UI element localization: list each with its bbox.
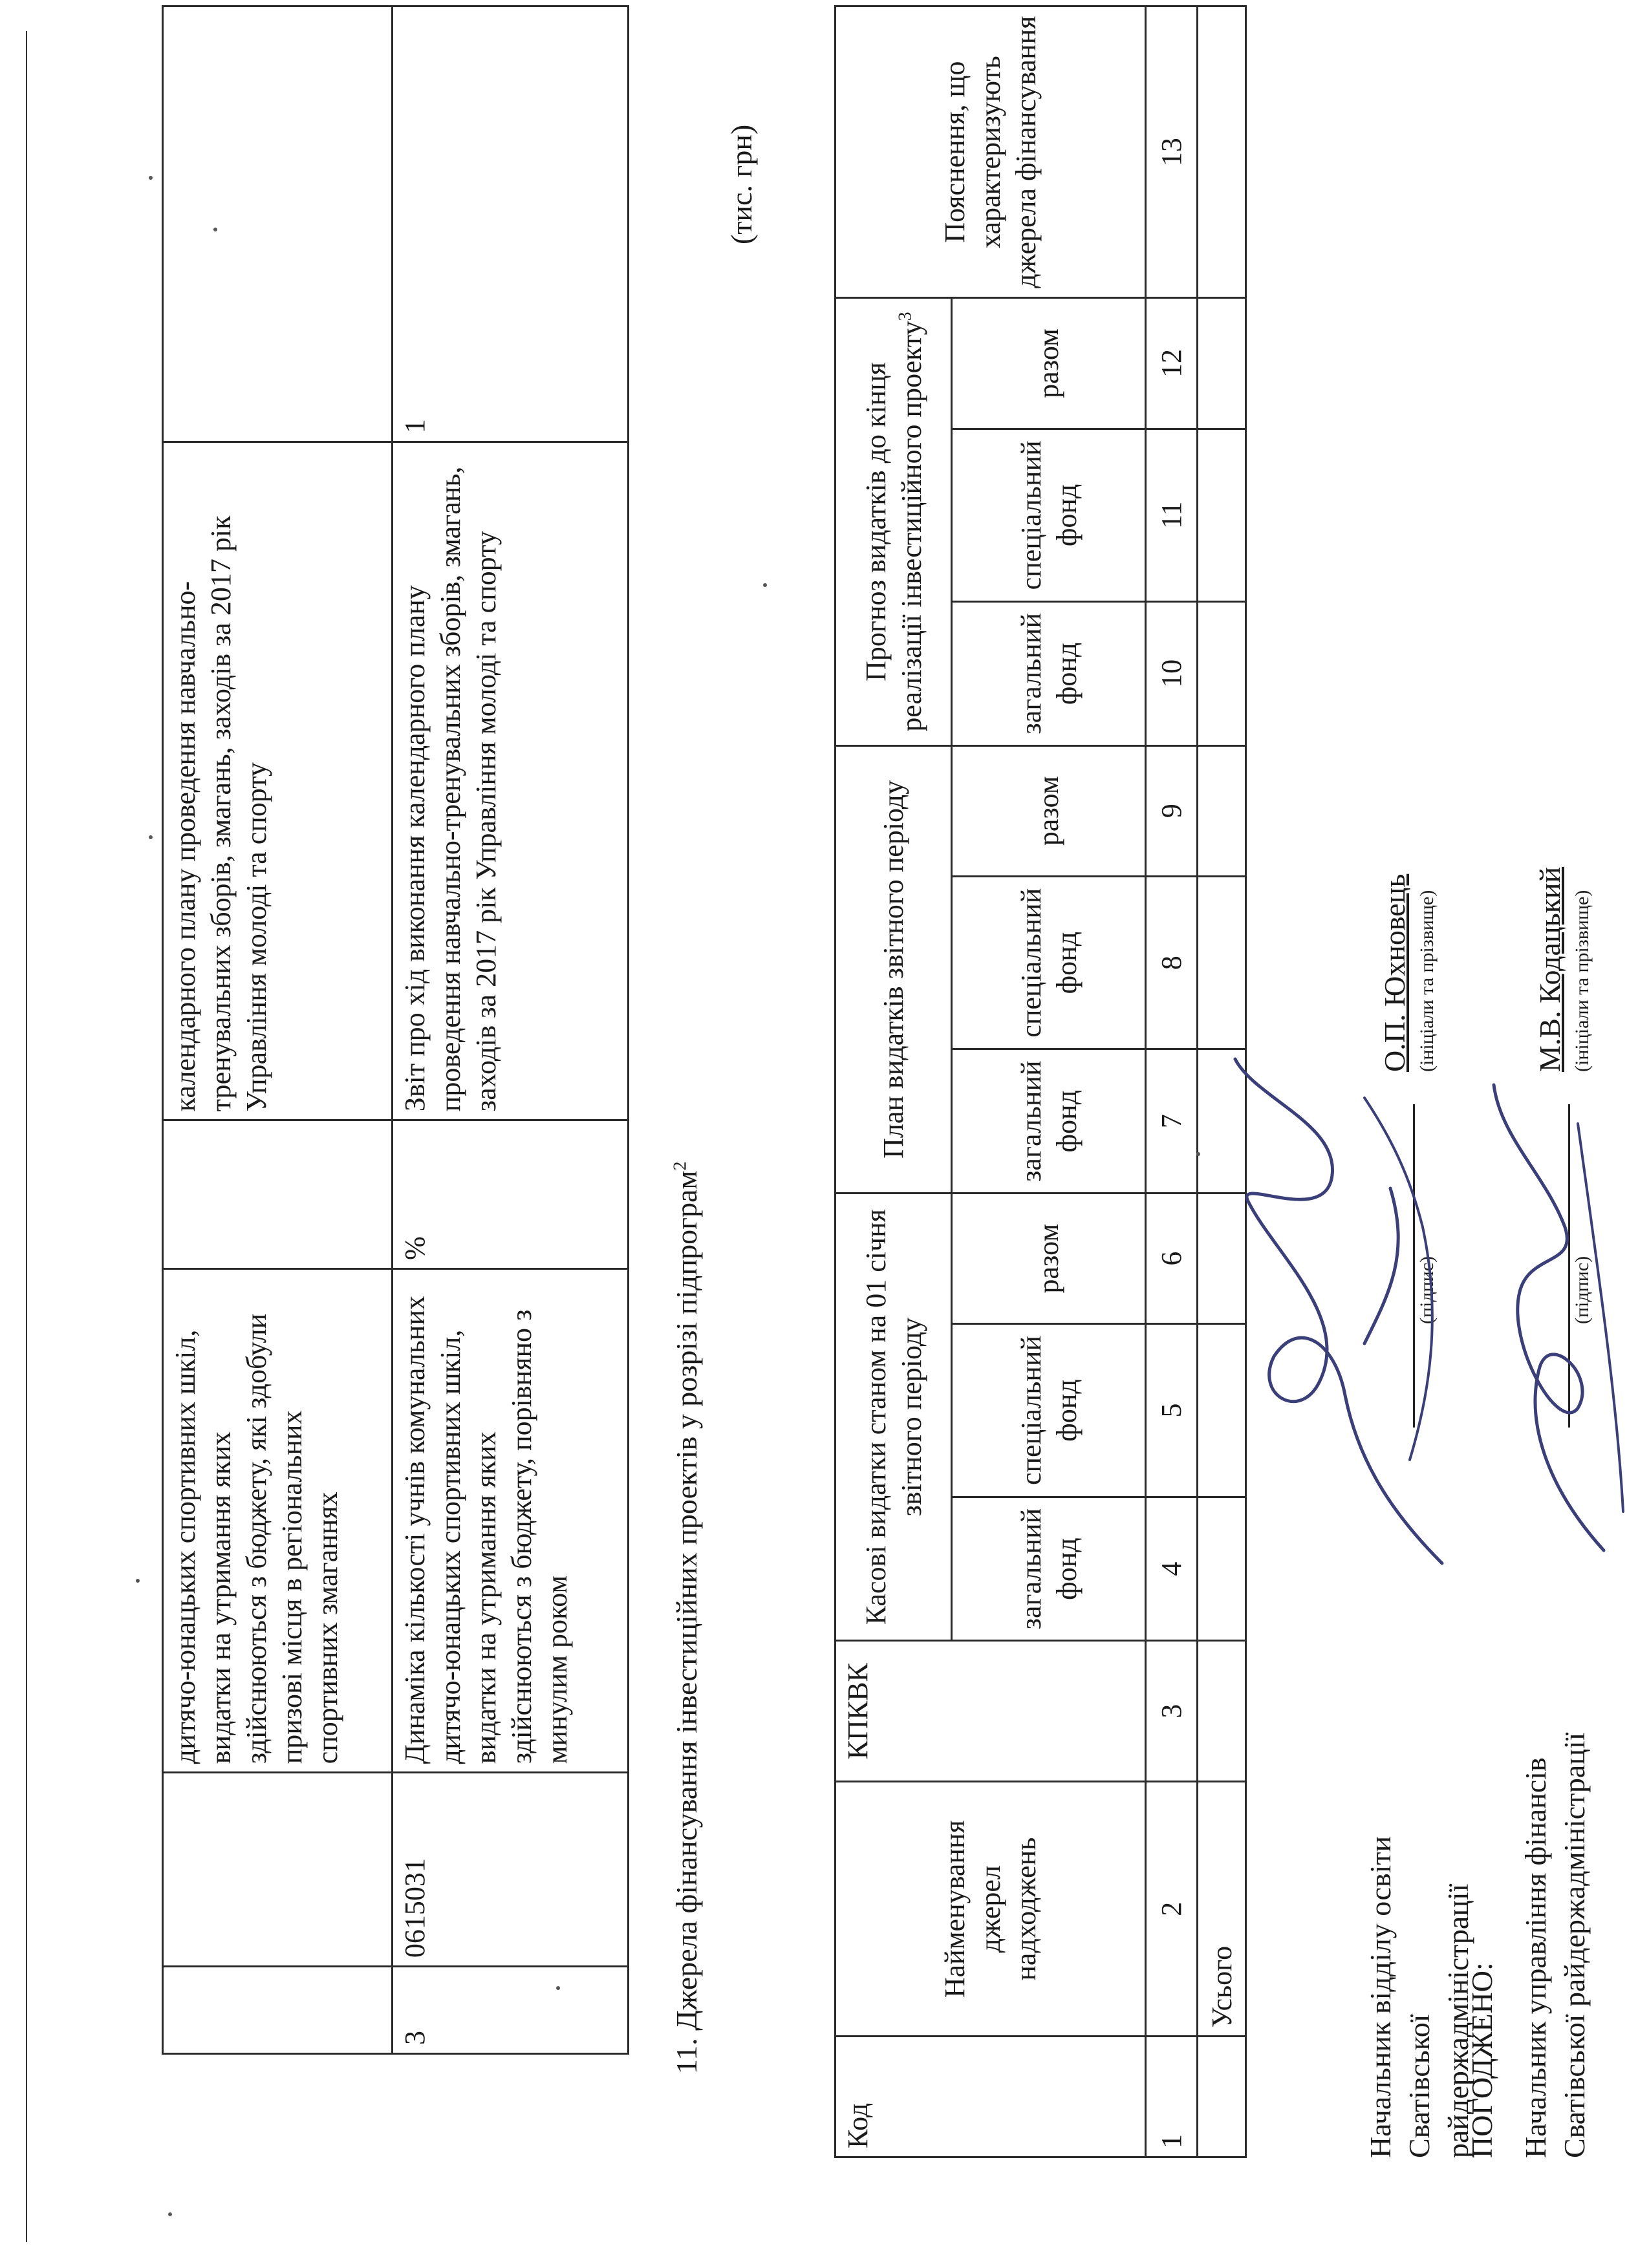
financing-table bbox=[834, 5, 1247, 2158]
head-finance-title: Начальник управління фінансів Сватівської райдержадміністрації bbox=[1519, 1732, 1591, 2158]
scan-speck bbox=[763, 583, 767, 587]
total-cell bbox=[1198, 602, 1246, 746]
header-plan: План видатків звітного періоду bbox=[835, 745, 952, 1193]
indicator-text: Динаміка кількості учнів комунальних дитячо-юнацьких спортивних шкіл, видатки на утримання яких здійснюються з бюджету, порівняно з минулим роком bbox=[393, 1268, 629, 1772]
row-num-cell bbox=[163, 1967, 393, 2054]
col-num: 11 bbox=[1146, 429, 1198, 602]
value-cell bbox=[163, 6, 393, 442]
indicator-text: дитячо-юнацьких спортивних шкіл, видатки на утримання яких здійснюються з бюджету, які здобули призові місця в регіональних спортивних змаганнях bbox=[163, 1268, 393, 1772]
col-num: 12 bbox=[1146, 298, 1198, 429]
scan-speck bbox=[168, 2212, 172, 2216]
scan-speck bbox=[213, 228, 217, 231]
agreed-label: ПОГОДЖЕНО: bbox=[1465, 1962, 1498, 2158]
col-num: 8 bbox=[1146, 876, 1198, 1049]
total-cell bbox=[1198, 6, 1246, 298]
col-num: 1 bbox=[1146, 2037, 1198, 2157]
col-num: 6 bbox=[1146, 1193, 1198, 1324]
units-label: (тис. грн) bbox=[725, 124, 758, 244]
head-education-title: Начальник відділу освіти Сватівської райдержадміністрації bbox=[1364, 1835, 1474, 2158]
name-2: М.В. Кодацький bbox=[1533, 866, 1566, 1072]
col-num: 2 bbox=[1146, 1782, 1198, 2037]
header-forecast: Прогноз видатків до кінця реалізації інвестиційного проекту$^3$ bbox=[835, 298, 952, 745]
scan-speck bbox=[149, 835, 153, 839]
numbers-row bbox=[1146, 6, 1198, 2157]
total-label: Усього bbox=[1198, 1782, 1246, 2037]
col-num: 7 bbox=[1146, 1049, 1198, 1193]
col-num: 10 bbox=[1146, 602, 1198, 746]
col-num: 9 bbox=[1146, 745, 1198, 876]
header-notes: Пояснення, що характеризують джерела фінансування bbox=[835, 6, 1146, 298]
handwritten-signature-1 bbox=[1196, 1007, 1487, 1589]
col-num: 4 bbox=[1146, 1497, 1198, 1641]
header-cash: Касові видатки станом на 01 січня звітного періоду bbox=[835, 1193, 952, 1641]
sub-general: загальний фонд bbox=[952, 1049, 1146, 1193]
col-num: 13 bbox=[1146, 6, 1198, 298]
header-row bbox=[835, 6, 952, 2157]
total-cell bbox=[1198, 1641, 1246, 1782]
total-kod bbox=[1198, 2037, 1246, 2157]
sub-special: спеціальний фонд bbox=[952, 876, 1146, 1049]
value-cell: 1 bbox=[393, 6, 629, 442]
table-row bbox=[393, 6, 629, 2054]
sub-special: спеціальний фонд bbox=[952, 429, 1146, 602]
indicators-table bbox=[162, 5, 629, 2055]
row-code: 0615031 bbox=[393, 1773, 629, 1967]
header-kod: Код bbox=[835, 2037, 1146, 2157]
sub-special: спеціальний фонд bbox=[952, 1324, 1146, 1497]
header-name: Найменування джерел надходжень bbox=[835, 1782, 1146, 2037]
col-num: 5 bbox=[1146, 1324, 1198, 1497]
name-label-2: (ініціали та прізвище) bbox=[1571, 890, 1593, 1072]
scan-edge-line bbox=[26, 31, 27, 2242]
source-text: календарного плану проведення навчально-тренувальних зборів, змагань, заходів за 2017 рік Управління молоді та спорту bbox=[163, 442, 393, 1120]
scan-speck bbox=[556, 1986, 560, 1990]
unit-cell: % bbox=[393, 1120, 629, 1269]
col-num: 3 bbox=[1146, 1641, 1198, 1782]
scan-speck bbox=[136, 1579, 140, 1583]
row-num: 3 bbox=[393, 1967, 629, 2054]
name-1: О.П. Юхновець bbox=[1378, 873, 1411, 1072]
section-title: 11. Джерела фінансування інвестиційних проектів у розрізі підпрограм$^2$ bbox=[670, 1161, 703, 2074]
sub-total: разом bbox=[952, 745, 1146, 876]
total-cell bbox=[1198, 298, 1246, 429]
sign-label-2: (підпис) bbox=[1571, 1256, 1593, 1324]
name-label-1: (ініціали та прізвище) bbox=[1416, 890, 1438, 1072]
sub-general: загальний фонд bbox=[952, 1497, 1146, 1641]
sub-total: разом bbox=[952, 1193, 1146, 1324]
table-row bbox=[163, 6, 393, 2054]
row-code-cell bbox=[163, 1773, 393, 1967]
sub-general: загальний фонд bbox=[952, 602, 1146, 746]
total-cell bbox=[1198, 745, 1246, 876]
source-text: Звіт про хід виконання календарного плану проведення навчально-тренувальних зборів, змагань, заходів за 2017 рік Управління молоді та спорту bbox=[393, 442, 629, 1120]
header-kpkvk: КПКВК bbox=[835, 1641, 1146, 1782]
unit-cell bbox=[163, 1120, 393, 1269]
scan-speck bbox=[149, 176, 153, 180]
sub-total: разом bbox=[952, 298, 1146, 429]
scan-speck bbox=[1196, 1152, 1200, 1156]
total-cell bbox=[1198, 429, 1246, 602]
sign-label-1: (підпис) bbox=[1416, 1256, 1438, 1324]
handwritten-signature-2 bbox=[1449, 1007, 1643, 1589]
